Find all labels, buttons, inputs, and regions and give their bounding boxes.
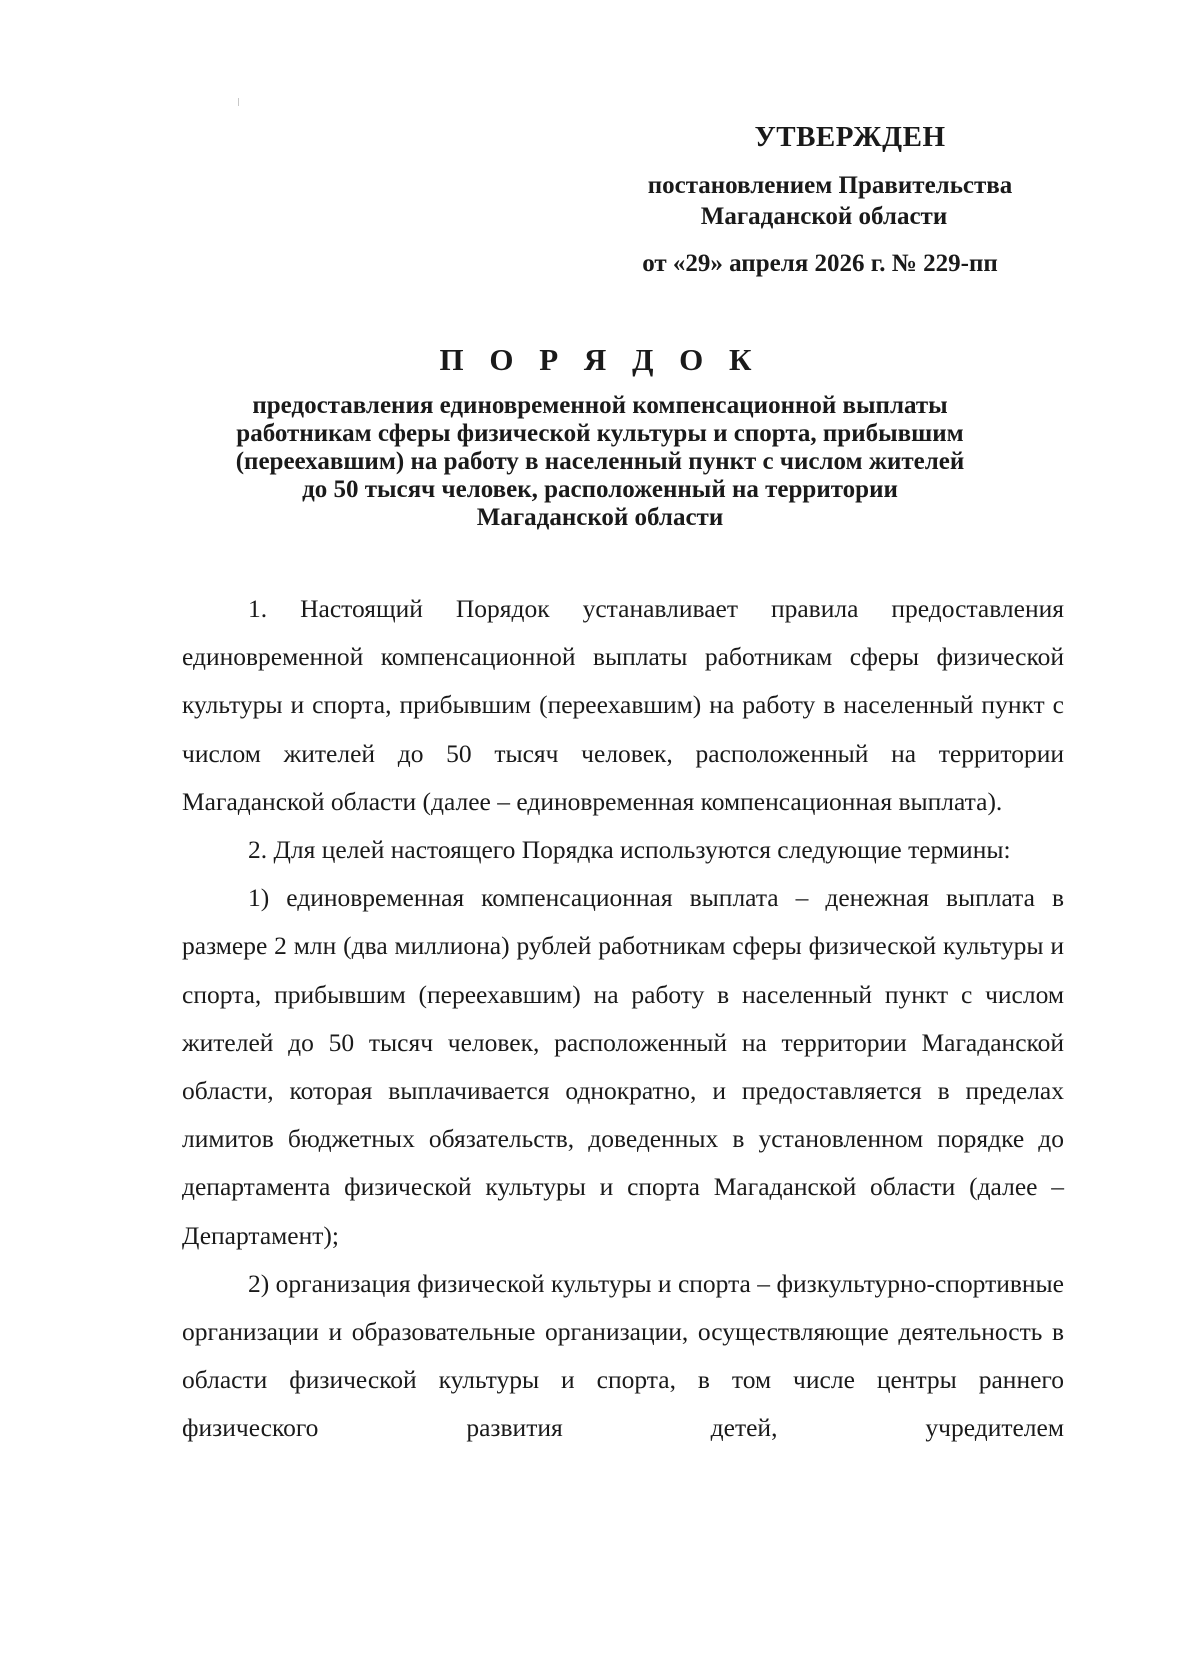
title-line-1: предоставления единовременной компенсационной выплаты: [252, 392, 948, 419]
scan-speck: [238, 98, 239, 106]
approval-line-3: от «29» апреля 2026 г. № 229-пп: [642, 250, 998, 277]
title-line-3: (переехавшим) на работу в населенный пункт с числом жителей: [235, 448, 965, 475]
paragraph-2: 2. Для целей настоящего Порядка используются следующие термины:: [248, 835, 1011, 865]
title-line-5: Магаданской области: [476, 504, 724, 531]
approval-stamp: [600, 120, 1060, 279]
approved-heading: УТВЕРЖДЕН: [754, 121, 946, 153]
title-line-2: работникам сферы физической культуры и спорта, прибывшим: [236, 420, 964, 447]
document-title: [140, 340, 1060, 532]
approval-line-2: Магаданской области: [700, 203, 948, 230]
title-line-4: до 50 тысяч человек, расположенный на территории: [302, 476, 898, 503]
approval-line-1: постановлением Правительства: [647, 172, 1013, 199]
paragraph-2-1: 1) единовременная компенсационная выплата – денежная выплата в размере 2 млн (два миллиона) рублей работникам сферы физической культуры и спорта, прибывшим (переехавшим) на работу в населенный пункт с числом жителей до 50 тысяч человек, расположенный на территории Магаданской области, которая выплачивается однократно, и предоставляется в пределах лимитов бюджетных обязательств, доведенных в установленном порядке до департамента физической культуры и спорта Магаданской области (далее – Департамент);: [182, 883, 1064, 1250]
paragraph-1: 1. Настоящий Порядок устанавливает правила предоставления единовременной компенсационной выплаты работникам сферы физической культуры и спорта, прибывшим (переехавшим) на работу в населенный пункт с числом жителей до 50 тысяч человек, расположенный на территории Магаданской области (далее – единовременная компенсационная выплата).: [182, 594, 1064, 816]
title-heading: П О Р Я Д О К: [439, 342, 761, 377]
document-body: [182, 585, 1064, 1453]
paragraph-2-2: 2) организация физической культуры и спорта – физкультурно-спортивные организации и образовательные организации, осуществляющие деятельность в области физической культуры и спорта, в том числе центры раннего физического развития детей, учредителем: [182, 1268, 1064, 1443]
